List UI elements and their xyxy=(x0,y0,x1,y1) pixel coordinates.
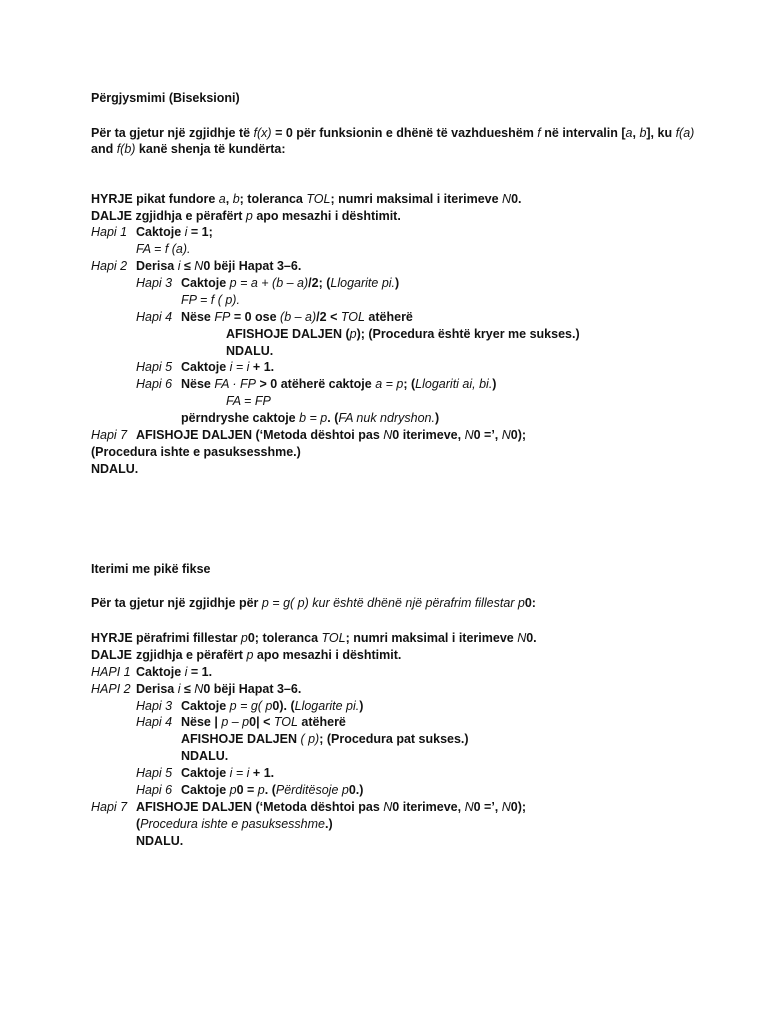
bisection-step-1-label: Hapi 1 xyxy=(91,225,128,239)
fixed-point-step-1-label: HAPI 1 xyxy=(91,665,131,679)
bisection-step-2-text: Derisa i ≤ N0 bëji Hapat 3–6. xyxy=(136,259,302,273)
fixed-point-input-text: përafrimi fillestar p0; toleranca TOL; numri maksimal i iterimeve N0. xyxy=(136,631,537,645)
bisection-step-4-text: Nëse FP = 0 ose (b – a)/2 < TOL atëherë xyxy=(181,310,413,324)
bisection-step-7-stop: NDALU. xyxy=(91,462,139,476)
fixed-point-step-7-text: AFISHOJE DALJEN (‘Metoda dështoi pas N0 iterimeve, N0 =’, N0); xyxy=(136,800,527,814)
fixed-point-output-label: DALJE xyxy=(91,648,132,662)
fixed-point-step-4-output: AFISHOJE DALJEN ( p); (Procedura pat sukses.) xyxy=(181,732,469,746)
fixed-point-step-4-label: Hapi 4 xyxy=(136,715,173,729)
fixed-point-step-1-text: Caktoje i = 1. xyxy=(136,665,213,679)
bisection-step-6-label: Hapi 6 xyxy=(136,377,173,391)
fixed-point-step-6-text: Caktoje p0 = p. (Përditësoje p0.) xyxy=(181,783,364,797)
bisection-step-4-stop: NDALU. xyxy=(226,344,274,358)
fixed-point-step-3-text: Caktoje p = g( p0). (Llogarite pi.) xyxy=(181,699,364,713)
bisection-step-1-cont: FA = f (a). xyxy=(136,242,191,256)
fixed-point-step-5-text: Caktoje i = i + 1. xyxy=(181,766,275,780)
fixed-point-step-6-label: Hapi 6 xyxy=(136,783,173,797)
fixed-point-output-text: zgjidhja e përafërt p apo mesazhi i dështimit. xyxy=(136,648,402,662)
section-title-fixed-point: Iterimi me pikë fikse xyxy=(91,562,211,576)
bisection-intro-line-1: Për ta gjetur një zgjidhje të f(x) = 0 për funksionin e dhënë të vazhdueshëm f në intervalin [a, b], ku f(a) xyxy=(91,126,695,140)
fixed-point-step-7-stop: NDALU. xyxy=(136,834,184,848)
bisection-step-7-text: AFISHOJE DALJEN (‘Metoda dështoi pas N0 iterimeve, N0 =’, N0); xyxy=(136,428,527,442)
bisection-step-3-label: Hapi 3 xyxy=(136,276,173,290)
fixed-point-input-label: HYRJE xyxy=(91,631,133,645)
bisection-output-line: DALJE zgjidhja e përafërt p apo mesazhi i dështimit. xyxy=(91,209,401,223)
bisection-input-line: HYRJE pikat fundore a, b; toleranca TOL; numri maksimal i iterimeve N0. xyxy=(91,192,522,206)
bisection-step-3-text: Caktoje p = a + (b – a)/2; (Llogarite pi.) xyxy=(181,276,400,290)
bisection-step-6-text: Nëse FA · FP > 0 atëherë caktoje a = p; (Llogariti ai, bi.) xyxy=(181,377,497,391)
fixed-point-step-3-label: Hapi 3 xyxy=(136,699,173,713)
fixed-point-step-2-label: HAPI 2 xyxy=(91,682,131,696)
bisection-step-5-label: Hapi 5 xyxy=(136,360,173,374)
bisection-step-4-label: Hapi 4 xyxy=(136,310,173,324)
fixed-point-step-4-text: Nëse | p – p0| < TOL atëherë xyxy=(181,715,346,729)
bisection-step-1-text: Caktoje i = 1; xyxy=(136,225,213,239)
fixed-point-step-2-text: Derisa i ≤ N0 bëji Hapat 3–6. xyxy=(136,682,302,696)
fixed-point-step-7-failure: (Procedura ishte e pasuksesshme.) xyxy=(136,817,333,831)
bisection-step-6-else: përndryshe caktoje b = p. (FA nuk ndryshon.) xyxy=(181,411,440,425)
fixed-point-step-4-stop: NDALU. xyxy=(181,749,229,763)
bisection-step-2-label: Hapi 2 xyxy=(91,259,128,273)
bisection-intro-line-2: and f(b) kanë shenja të kundërta: xyxy=(91,142,286,156)
section-title-bisection: Përgjysmimi (Biseksioni) xyxy=(91,91,240,105)
bisection-step-6-cont: FA = FP xyxy=(226,394,271,408)
bisection-step-3-cont: FP = f ( p). xyxy=(181,293,240,307)
bisection-step-7-label: Hapi 7 xyxy=(91,428,128,442)
bisection-step-7-failure: (Procedura ishte e pasuksesshme.) xyxy=(91,445,301,459)
fixed-point-step-7-label: Hapi 7 xyxy=(91,800,128,814)
fixed-point-intro-line: Për ta gjetur një zgjidhje për p = g( p) kur është dhënë një përafrim fillestar p0: xyxy=(91,596,536,610)
bisection-step-4-output: AFISHOJE DALJEN (p); (Procedura është kryer me sukses.) xyxy=(226,327,580,341)
fixed-point-step-5-label: Hapi 5 xyxy=(136,766,173,780)
bisection-step-5-text: Caktoje i = i + 1. xyxy=(181,360,275,374)
